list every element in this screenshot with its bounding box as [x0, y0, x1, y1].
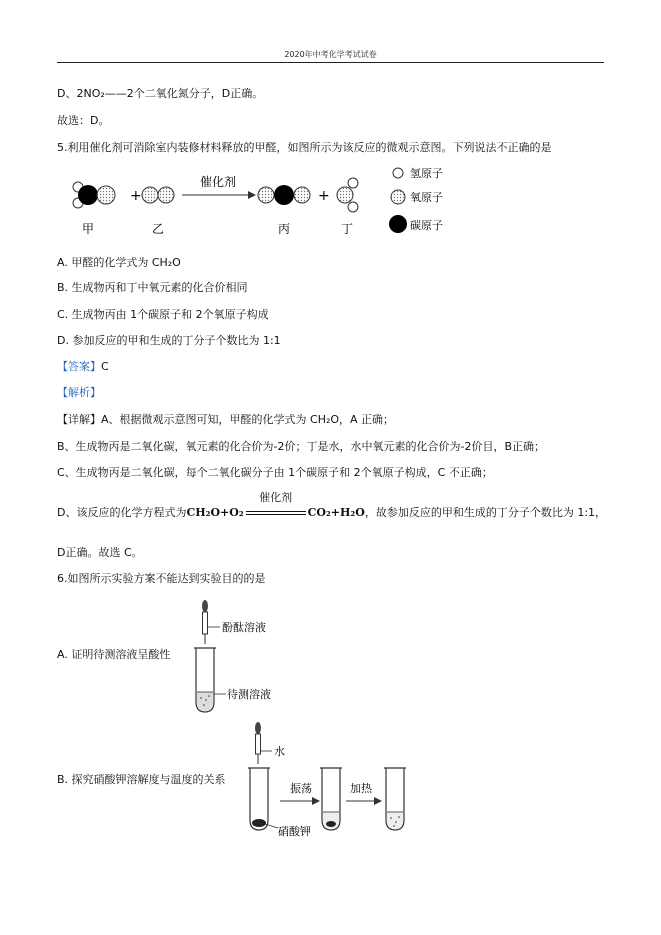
catalyst-label: 催化剂 [199, 175, 237, 189]
legend-oxygen: 氧原子 [410, 191, 443, 204]
label-jia: 甲 [81, 222, 95, 236]
detail-label: 【详解】 [57, 413, 101, 426]
option-c: C. 生成物丙由 1个碳原子和 2个氧原子构成 [57, 308, 269, 321]
water-dropper-icon [255, 722, 261, 764]
q6-option-a: A. 证明待测溶液呈酸性 [57, 648, 171, 661]
plus-sign-2: + [318, 188, 330, 204]
option-a: A. 甲醛的化学式为 CH₂O [57, 256, 181, 269]
option-d: D. 参加反应的甲和生成的丁分子个数比为 1:1 [57, 334, 281, 347]
question-6-stem: 6.如图所示实验方案不能达到实验目的的是 [57, 572, 266, 585]
oxygen-molecule [142, 187, 174, 203]
detail-a-text: A、根据微观示意图可知，甲醛的化学式为 CH₂O，A 正确； [101, 413, 395, 426]
equation-right: CO₂+H₂O [307, 506, 365, 519]
q6-option-b: B. 探究硝酸钾溶解度与温度的关系 [57, 773, 226, 786]
answer-label: 【答案】 [57, 360, 101, 373]
detail-line-a [57, 413, 394, 427]
shake-arrow-head-icon [312, 797, 320, 805]
label-ding: 丁 [340, 222, 354, 236]
detail-d-prefix: D、该反应的化学方程式为 [57, 506, 187, 519]
water-label: 水 [274, 745, 285, 758]
line-choose-d: 故选：D。 [57, 114, 110, 127]
arrow-head-icon [248, 191, 256, 199]
label-yi: 乙 [151, 222, 165, 236]
legend-oxygen-icon [391, 190, 405, 204]
phenolphthalein-diagram [190, 592, 300, 714]
detail-line-conclusion: D正确。故选 C。 [57, 546, 143, 559]
test-solution-label: 待测溶液 [227, 688, 271, 701]
water-molecule [337, 178, 358, 212]
heat-arrow-head-icon [374, 797, 382, 805]
shake-label: 振荡 [290, 782, 312, 795]
analysis-label: 【解析】 [57, 386, 101, 399]
plus-sign-1: + [130, 188, 142, 204]
detail-line-c: C、生成物丙是二氧化碳，每个二氧化碳分子由 1个碳原子和 2个氧原子构成，C 不正确； [57, 466, 493, 479]
phenolphthalein-label: 酚酞溶液 [222, 621, 266, 634]
equation-catalyst: 催化剂 [259, 491, 293, 504]
line-d-no2: D、2NO₂——2个二氧化氮分子，D正确。 [57, 87, 264, 100]
detail-line-b: B、生成物丙是二氧化碳，氧元素的化合价为-2价；丁是水，水中氧元素的化合价为-2价目，B正确； [57, 440, 546, 453]
legend-hydrogen-icon [393, 168, 403, 178]
header-rule [57, 62, 604, 63]
potassium-nitrate-diagram [240, 718, 420, 838]
option-b: B. 生成物丙和丁中氧元素的化合价相同 [57, 281, 248, 294]
equation-arrow [244, 491, 308, 520]
dropper-icon [202, 600, 208, 644]
page-header: 2020年中考化学考试试卷 [284, 50, 377, 59]
question-5-stem: 5.利用催化剂可消除室内装修材料释放的甲醛，如图所示为该反应的微观示意图。下列说法不正确的是 [57, 141, 552, 154]
detail-line-d [57, 491, 607, 520]
heat-label: 加热 [350, 782, 372, 795]
label-bing: 丙 [277, 222, 291, 236]
test-tube-icon [194, 648, 216, 712]
potassium-nitrate-label: 硝酸钾 [278, 825, 311, 838]
test-tube-3-icon [384, 768, 406, 830]
test-tube-2-icon [320, 768, 342, 830]
formaldehyde-molecule [73, 182, 115, 208]
legend-carbon-icon [389, 215, 407, 233]
detail-d-suffix: ，故参加反应的甲和生成的丁分子个数比为 1:1， [364, 506, 607, 519]
answer-value: C [101, 360, 109, 373]
test-tube-1-icon [248, 768, 270, 830]
equation-left: CH₂O+O₂ [186, 506, 244, 519]
answer-line [57, 360, 109, 374]
legend-carbon: 碳原子 [410, 219, 443, 232]
reaction-diagram [60, 160, 480, 240]
legend-hydrogen: 氢原子 [410, 167, 443, 180]
carbon-dioxide-molecule [258, 185, 310, 205]
